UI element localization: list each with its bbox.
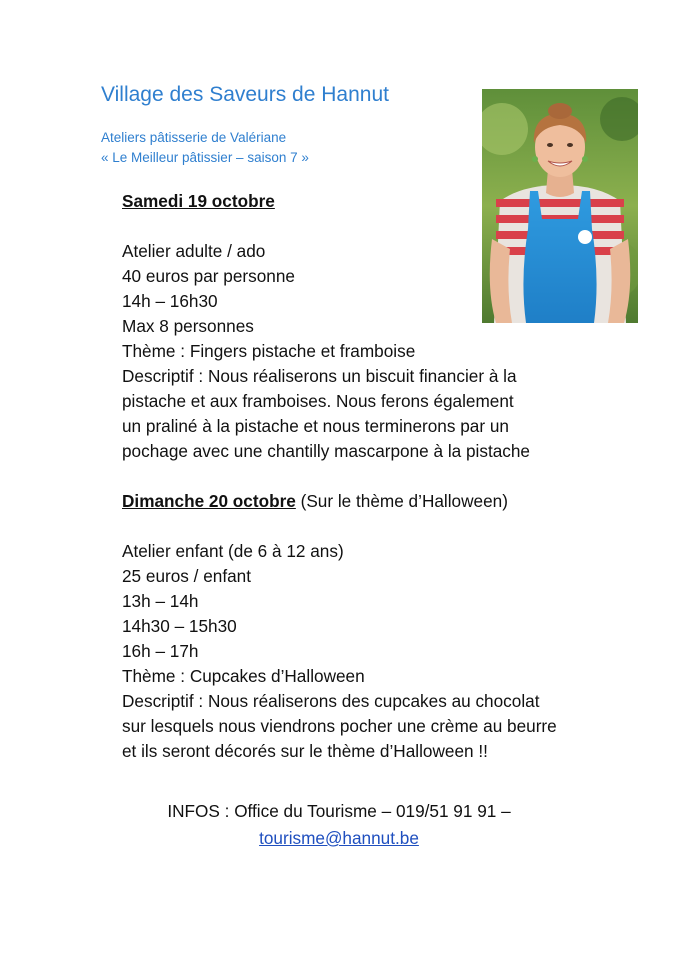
sunday-time-slot: 13h – 14h: [122, 591, 199, 611]
sunday-time-slot: 16h – 17h: [122, 641, 199, 661]
sunday-audience: Atelier enfant (de 6 à 12 ans): [122, 541, 344, 561]
footer-info: INFOS : Office du Tourisme – 019/51 91 91 –: [167, 801, 511, 821]
sunday-heading-note: (Sur le thème d’Halloween): [295, 491, 508, 511]
sunday-description-line: Descriptif : Nous réaliserons des cupcakes au chocolat: [122, 691, 540, 711]
sunday-description-line: sur lesquels nous viendrons pocher une crème au beurre: [122, 716, 557, 736]
saturday-theme: Thème : Fingers pistache et framboise: [122, 341, 416, 361]
saturday-audience: Atelier adulte / ado: [122, 241, 266, 261]
email-link[interactable]: tourisme@hannut.be: [259, 828, 419, 848]
saturday-time: 14h – 16h30: [122, 291, 218, 311]
footer-email-row: [0, 828, 678, 849]
saturday-capacity: Max 8 personnes: [122, 316, 254, 336]
sunday-theme: Thème : Cupcakes d’Halloween: [122, 666, 365, 686]
page-title: Village des Saveurs de Hannut: [101, 83, 389, 106]
saturday-description-line: Descriptif : Nous réaliserons un biscuit financier à la: [122, 366, 517, 386]
saturday-description-line: pistache et aux framboises. Nous ferons également: [122, 391, 514, 411]
saturday-heading: Samedi 19 octobre: [122, 191, 275, 211]
sunday-price: 25 euros / enfant: [122, 566, 251, 586]
saturday-description-line: pochage avec une chantilly mascarpone à la pistache: [122, 441, 530, 461]
saturday-price: 40 euros par personne: [122, 266, 295, 286]
sunday-time-slot: 14h30 – 15h30: [122, 616, 237, 636]
sunday-heading-row: [122, 489, 508, 514]
sunday-description-line: et ils seront décorés sur le thème d’Halloween !!: [122, 741, 488, 761]
chef-portrait-photo: [482, 89, 638, 323]
saturday-description-line: un praliné à la pistache et nous terminerons par un: [122, 416, 509, 436]
sunday-heading: Dimanche 20 octobre: [122, 491, 296, 511]
subtitle-ateliers: Ateliers pâtisserie de Valériane: [101, 130, 287, 145]
subtitle-show: « Le Meilleur pâtissier – saison 7 »: [101, 150, 309, 165]
